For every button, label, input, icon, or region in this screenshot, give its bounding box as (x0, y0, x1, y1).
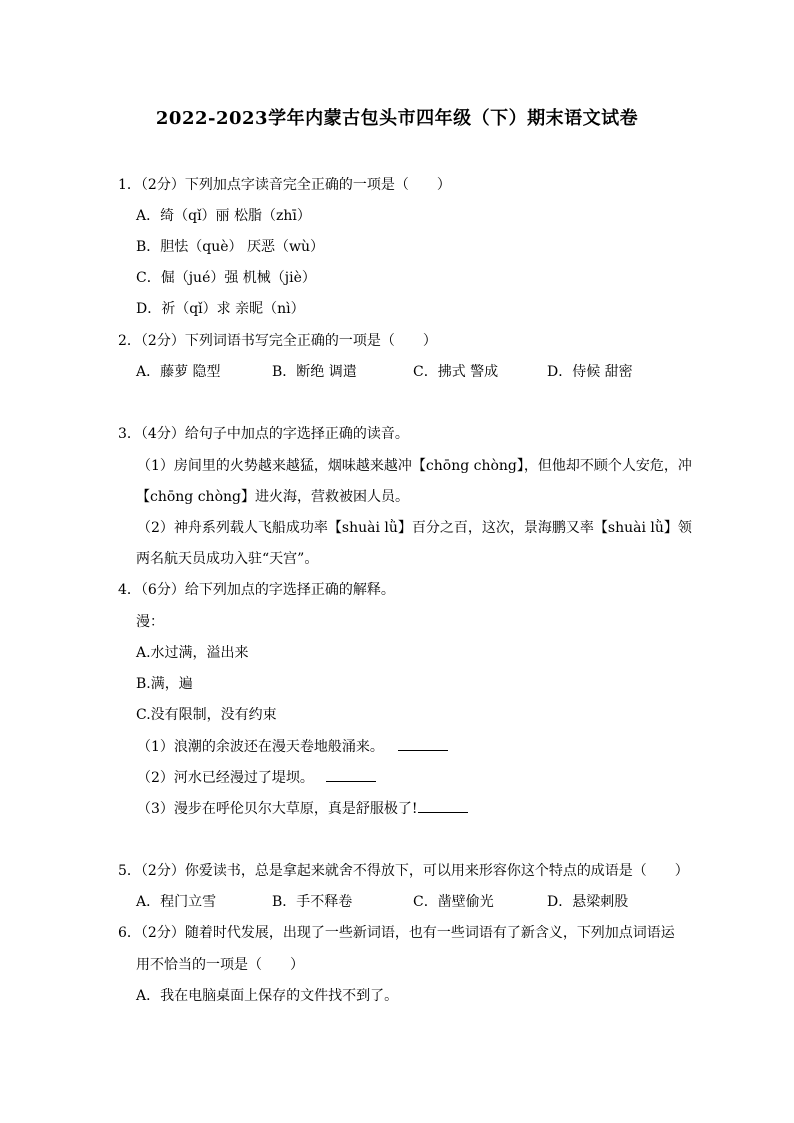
question-5-option-a: A．程门立雪 (136, 894, 217, 910)
question-4-item-1-text: （1）浪潮的余波还在漫天卷地般涌来。 (137, 739, 384, 755)
question-3-stem: 3．（4分）给句子中加点的字选择正确的读音。 (118, 426, 409, 442)
question-4-item-3 (137, 798, 468, 819)
question-1-option-a: A．绮（qǐ）丽 松脂（zhī） (136, 208, 311, 224)
question-3-line-2: 【chōng chòng】进火海，营救被困人员。 (136, 489, 409, 505)
question-5-option-c: C．凿壁偷光 (413, 894, 494, 910)
answer-blank[interactable] (418, 798, 468, 813)
question-2-option-b: B．断绝 调遣 (272, 364, 357, 380)
question-4-meaning-c: C.没有限制，没有约束 (136, 707, 277, 723)
question-5-option-b: B．手不释卷 (272, 894, 353, 910)
question-5-option-d: D．悬梁刺股 (547, 894, 629, 910)
page-title: 2022-2023学年内蒙古包头市四年级（下）期末语文试卷 (155, 108, 639, 129)
question-3-line-1: （1）房间里的火势越来越猛，烟味越来越冲【chōng chòng】，但他却不顾个人安危，冲 (137, 458, 692, 474)
question-3-line-4: 两名航天员成功入驻“天宫”。 (136, 551, 319, 567)
question-2-stem: 2．（2分）下列词语书写完全正确的一项是（ ） (118, 333, 437, 349)
question-2-option-a: A．藤萝 隐型 (136, 364, 221, 380)
question-1-option-d: D．祈（qǐ）求 亲昵（nì） (136, 301, 305, 317)
question-4-word: 漫： (136, 614, 164, 630)
question-1-stem: 1．（2分）下列加点字读音完全正确的一项是（ ） (118, 177, 451, 193)
question-1-option-b: B．胆怯（què） 厌恶（wù） (136, 239, 325, 255)
question-4-item-2-text: （2）河水已经漫过了堤坝。 (137, 770, 314, 786)
question-6-option-a: A．我在电脑桌面上保存的文件找不到了。 (136, 988, 399, 1004)
answer-blank[interactable] (326, 767, 376, 782)
question-4-meaning-b: B.满，遍 (136, 676, 193, 692)
question-6-stem-line-2: 用不恰当的一项是（ ） (136, 957, 304, 973)
question-6-stem-line-1: 6．（2分）随着时代发展，出现了一些新词语，也有一些词语有了新含义，下列加点词语运 (118, 925, 675, 941)
question-4-item-3-text: （3）漫步在呼伦贝尔大草原，真是舒服极了! (137, 801, 418, 817)
question-1-option-c: C．倔（jué）强 机械（jiè） (136, 270, 316, 286)
answer-blank[interactable] (398, 736, 448, 751)
question-4-stem: 4．（6分）给下列加点的字选择正确的解释。 (118, 582, 395, 598)
question-5-stem: 5．（2分）你爱读书，总是拿起来就舍不得放下，可以用来形容你这个特点的成语是（ ） (118, 863, 689, 879)
question-3-line-3: （2）神舟系列载人飞船成功率【shuài lǜ】百分之百，这次，景海鹏又率【shuài lǜ】领 (137, 520, 692, 536)
question-2-option-c: C．拂式 警成 (413, 364, 499, 380)
question-4-item-2 (137, 767, 376, 788)
question-4-meaning-a: A.水过满，溢出来 (136, 645, 249, 661)
question-4-item-1 (137, 736, 448, 757)
question-2-option-d: D．侍候 甜密 (547, 364, 633, 380)
